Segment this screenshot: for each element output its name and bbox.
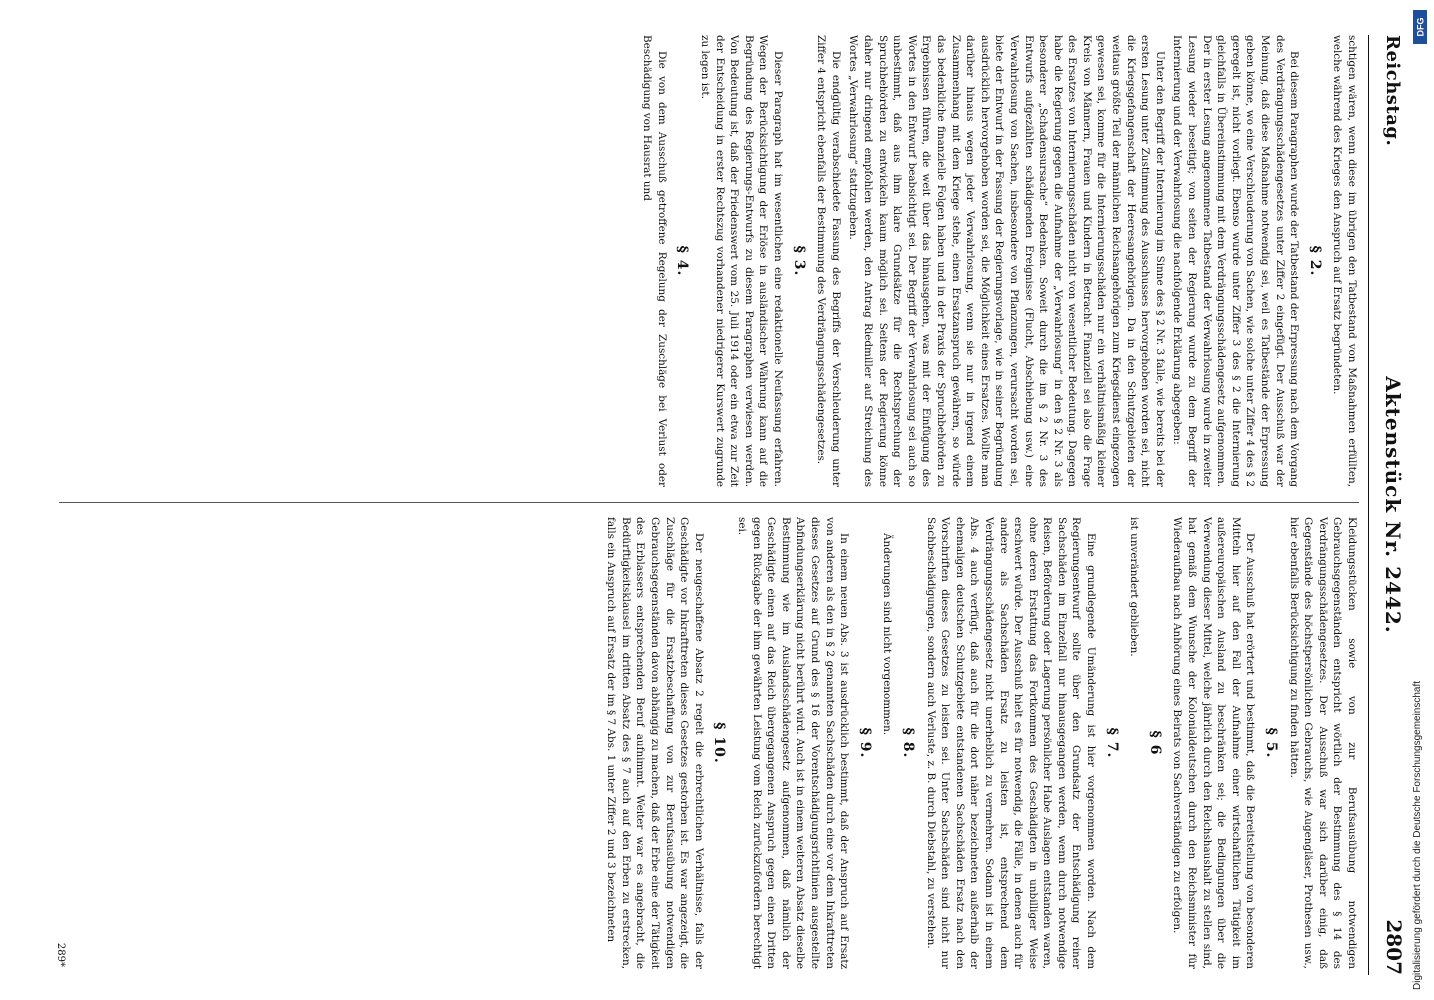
left-column	[637, 35, 1359, 487]
paragraph: Kleidungsstücken sowie von zur Berufsausübung notwendigen Gebrauchsgegenständen entspricht wörtlich der Bestimmung des § 14 des Verdrängungsschädengesetzes. Der Ausschuß war sich darüber einig, daß Gegenstände des höchstpersönlichen Gebrauchs, wie Augengläser, Prothesen usw., hier ebenfalls Berücksichtigung zu finden hätten.	[1287, 517, 1358, 969]
rotated-page-content	[30, 35, 1405, 975]
section-heading: § 5.	[1263, 727, 1280, 759]
paragraph: ist unverändert geblieben.	[1128, 517, 1141, 657]
page-header	[1368, 35, 1405, 975]
paragraph: In einem neuen Abs. 3 ist ausdrücklich bestimmt, daß der Anspruch auf Ersatz von anderen als den in § 2 genannten Sachschäden durch eine vor dem Inkrafttreten dieses Gesetzes auf Grund des § 16 der Vorentschädigungsrichtlinien ausgestellte Abfindungserklärung nicht berührt wird. Auch ist in einem weiteren Absatz dieselbe Bestimmung wie im Auslandsschädengesetz aufgenommen, daß nämlich der Geschädigte einen auf das Reich übergegangenen Anspruch gegen einen Dritten gegen Rückgabe der ihm gewährten Leistung vom Reich zurückzufordern berechtigt sei.	[736, 517, 851, 969]
column-divider	[59, 502, 1359, 503]
section-heading: § 7.	[1103, 727, 1120, 759]
section-heading: § 4.	[674, 245, 691, 277]
section-heading: § 8.	[899, 727, 916, 759]
section-heading: § 10.	[711, 722, 728, 764]
paragraph: Der neugeschaffene Absatz 2 regelt die erbrechtlichen Verhältnisse, falls der Geschädigte vor Inkrafttreten dieses Gesetzes gestorben ist. Es war angezeigt, die Zuschläge für die Ersatzbeschaffung von zur Berufsausübung notwendigen Gebrauchsgegenständen davon abhängig zu machen, daß der Erbe eine der Tätigkeit des Erblassers entsprechenden Beruf aufnimmt. Weiter war es angebracht, die Bedürftigkeitsklausel im dritten Absatz des § 7 auch auf den Erben zu erstrecken, falls ein Anspruch auf Ersatz der im § 7 Abs. 1 unter Ziffer 2 und 3 bezeichneten	[605, 517, 705, 969]
section-heading: § 2.	[1306, 245, 1323, 277]
header-left: Reichstag.	[1382, 35, 1403, 147]
paragraph: schtigen wären, wenn diese im übrigen den Tatbestand von Maßnahmen erfüllten, welche während des Krieges den Anspruch auf Ersatz begründeten.	[1331, 35, 1358, 487]
paragraph: Unter den Begriff der Internierung im Sinne des § 2 Nr. 3 falle, wie bereits bei der ersten Lesung unter Zustimmung des Ausschusses hervorgehoben worden sei, nicht die Kriegsgefangenschaft der Heeresangehörigen. Da in den Schutzgebieten der weitaus größte Teil der männlichen Reichsangehörigen zum Kriegsdienst eingezogen gewesen sei, komme für die Internierungsschäden nur ein verhältnismäßig kleiner Kreis von Männern, Frauen und Kindern in Betracht. Finanziell sei also die Frage des Ersatzes von Internierungsschäden nicht von wesentlicher Bedeutung. Dagegen habe die Regierung gegen die Aufnahme der „Verwahrlosung“ in den § 2 Nr. 3 als besonderer „Schadensursache“ Bedenken. Soweit durch die im § 2 Nr. 3 des Entwurfs aufgezählten schädigenden Ereignisse (Flucht, Abschiebung usw.) eine Verwahrlosung von Sachen, insbesondere von Pflanzungen, verursacht worden sei, biete der Entwurf in der Fassung der Regierungsvorlage, wie in seiner Begründung ausdrücklich hervorgehoben worden sei, die Möglichkeit eines Ersatzes. Wollte man darüber hinaus wegen jeder Verwahrlosung, wenn sie nur in irgend einem Zusammenhang mit dem Kriege stehe, einen Ersatzanspruch gewähren, so würde das bedenkliche finanzielle Folgen haben und in der Praxis der Spruchbehörden zu Ergebnissen führen, die weit über das hinausgehen, was mit der Einfügung des Wortes in den Entwurf beabsichtigt sei. Der Begriff der Verwahrlosung sei auch so unbestimmt, daß aus ihm klare Grundsätze für die Rechtsprechung der Spruchbehörden zu entwickeln kaum möglich sei. Seitens der Regierung könne daher nur dringend empfohlen werden, den Antrag Riedmiller auf Streichung des Wortes „Verwahrlosung“ stattzugeben.	[847, 35, 1166, 487]
right-column	[601, 517, 1359, 969]
section-heading: § 9.	[856, 727, 873, 759]
paragraph: Bei diesem Paragraphen wurde der Tatbestand der Erpressung nach dem Vorgang des Verdrängungsschädengesetzes unter Ziffer 2 eingefügt. Der Ausschuß war der Meinung, daß diese Maßnahme notwendig sei, weil es Tatbestände der Erpressung geben könne, wo eine Verschleuderung von Sachen, wie solche unter Ziffer 4 des § 2 geregelt ist, nicht vorliegt. Ebenso wurde unter Ziffer 3 des § 2 die Internierung gleichfalls in Übereinstimmung mit dem Verdrängungsschädengesetz aufgenommen. Der in erster Lesung angenommene Tatbestand der Verwahrlosung wurde in zweiter Lesung wieder beseitigt; von seiten der Regierung wurde zu dem Begriff der Internierung und der Verwahrlosung die nachfolgende Erklärung abgegeben:	[1171, 35, 1301, 487]
dfg-logo-icon: DFG	[1413, 10, 1427, 44]
paragraph: Die endgültig verabschiedete Fassung des Begriffs der Verschleuderung unter Ziffer 4 entspricht ebenfalls der Bestimmung des Verdrängungsschädengesetzes.	[815, 35, 842, 487]
paragraph: Änderungen sind nicht vorgenommen.	[881, 533, 894, 736]
section-heading: § 6	[1146, 730, 1163, 756]
paragraph: Dieser Paragraph hat im wesentlichen eine redaktionelle Neufassung erfahren. Wegen der Berücksichtigung der Erlöse in ausländischer Währung kann auf die Begründung des Regierungs-Entwurfs zu diesem Paragraphen verwiesen werden. Von Bedeutung ist, daß der Friedenswert vom 25. Juli 1914 oder ein etwa zur Zeit der Entscheidung in erster Rechtszug vorhandener niedrigerer Kurswert zugrunde zu legen ist.	[699, 35, 785, 487]
page-number: 2807	[1382, 919, 1406, 975]
section-heading: § 3.	[790, 245, 807, 277]
header-title: Aktenstück Nr. 2442.	[1381, 376, 1405, 634]
funding-notice: Digitalisierung gefördert durch die Deutsche Forschungsgemeinschaft	[1412, 680, 1423, 990]
paragraph: Die von dem Ausschuß getroffene Regelung der Zuschläge bei Verlust oder Beschädigung von Hausrat und	[641, 35, 668, 487]
signature-mark: 289*	[55, 942, 66, 967]
funding-side-strip	[1410, 0, 1432, 1000]
paragraph: Eine grundlegende Umänderung ist hier vorgenommen worden. Nach dem Regierungsentwurf sollte über den Grundsatz der Entschädigung reiner Sachschäden im Einzelfall nur hinausgegangen werden, wenn durch notwendige Reisen, Beförderung oder Lagerung persönlicher Habe Auslagen entstanden waren, ohne deren Erstattung das Fortkommen des Geschädigten in unbilliger Weise erschwert würde. Der Ausschuß hielt es für notwendig, die Fälle, in denen auch für andere als Sachschäden Ersatz zu leisten ist, entsprechend dem Verdrängungsschädengesetz nicht unerheblich zu vermehren. Sodann ist in einem Abs. 4 auch verfügt, daß auch für die dort näher bezeichneten außerhalb der ehemaligen deutschen Schutzgebiete entstandenen Sachschäden Ersatz nach den Vorschriften dieses Gesetzes zu leisten sei. Unter Sachschäden sind nicht nur Sachbeschädigungen, sondern auch Verluste, z. B. durch Diebstahl, zu verstehen.	[924, 517, 1098, 969]
paragraph: Der Ausschuß hat erörtert und bestimmt, daß die Bereitstellung von besonderen Mitteln hier auf den Fall der Aufnahme einer wirtschaftlichen Tätigkeit im außereuropäischen Ausland zu beschränken sei; die Bedingungen über die Verwendung dieser Mittel, welche jährlich durch den Reichshaushalt zu stellen sind, hat gemäß dem Wunsche der Kolonialdeutschen durch den Reichsminister für Wiederaufbau nach Anhörung eines Beirats von Sachverständigen zu erfolgen.	[1171, 517, 1257, 969]
